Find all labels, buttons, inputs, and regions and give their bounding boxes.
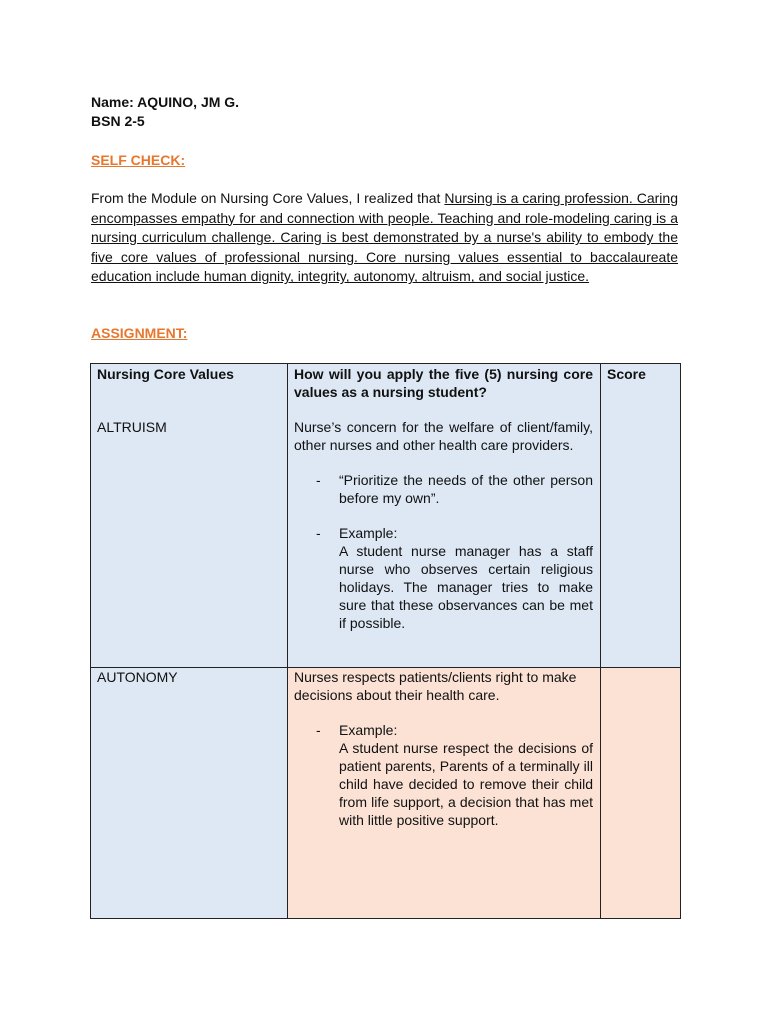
table-row — [91, 668, 681, 919]
bullet-list — [294, 471, 593, 632]
list-item: - Example: A student nurse respect the decisions of patient parents, Parents of a terminally ill child have decided to remove their child from life support, a decision that has met with little positive support. — [316, 722, 593, 828]
self-check-label: SELF CHECK: — [91, 152, 186, 168]
core-value-name: ALTRUISM — [97, 419, 167, 435]
assignment-label: ASSIGNMENT: — [91, 325, 188, 341]
value-description: Nurses respects patients/clients right to make decisions about their health care. — [294, 669, 577, 703]
core-value-cell — [91, 668, 288, 919]
bullet-list — [294, 721, 593, 829]
value-description: Nurse’s concern for the welfare of client/family, other nurses and other health care providers. — [294, 419, 593, 453]
list-item: - Example: A student nurse manager has a staff nurse who observes certain religious holidays. The manager tries to make sure that these observances can be met if possible. — [316, 525, 593, 631]
column-header-application: How will you apply the five (5) nursing core values as a nursing student? — [294, 366, 593, 400]
list-item: - “Prioritize the needs of the other person before my own”. — [316, 472, 593, 506]
core-value-cell — [91, 364, 288, 668]
student-name: Name: AQUINO, JM G. — [91, 94, 240, 110]
core-values-table — [90, 363, 681, 919]
application-cell — [288, 668, 601, 919]
column-header-core-values: Nursing Core Values — [97, 366, 234, 382]
score-cell — [601, 668, 681, 919]
score-cell — [601, 364, 681, 668]
self-check-underlined-text: Nursing is a caring profession. Caring encompasses empathy for and connection with people. Teaching and role-modeling caring is a nursing curriculum challenge. Caring is best demonstrated by a nurse's ability to embody the five core values of professional nursing. Core nursing values essential to baccalaureate education include human dignity, integrity, autonomy, altruism, and social justice. — [91, 190, 678, 285]
column-header-score: Score — [607, 366, 646, 382]
core-value-name: AUTONOMY — [97, 669, 178, 685]
student-section: BSN 2-5 — [91, 113, 145, 129]
application-cell — [288, 364, 601, 668]
self-check-paragraph — [91, 189, 678, 287]
self-check-intro: From the Module on Nursing Core Values, I realized that — [91, 190, 445, 206]
table-row — [91, 364, 681, 668]
